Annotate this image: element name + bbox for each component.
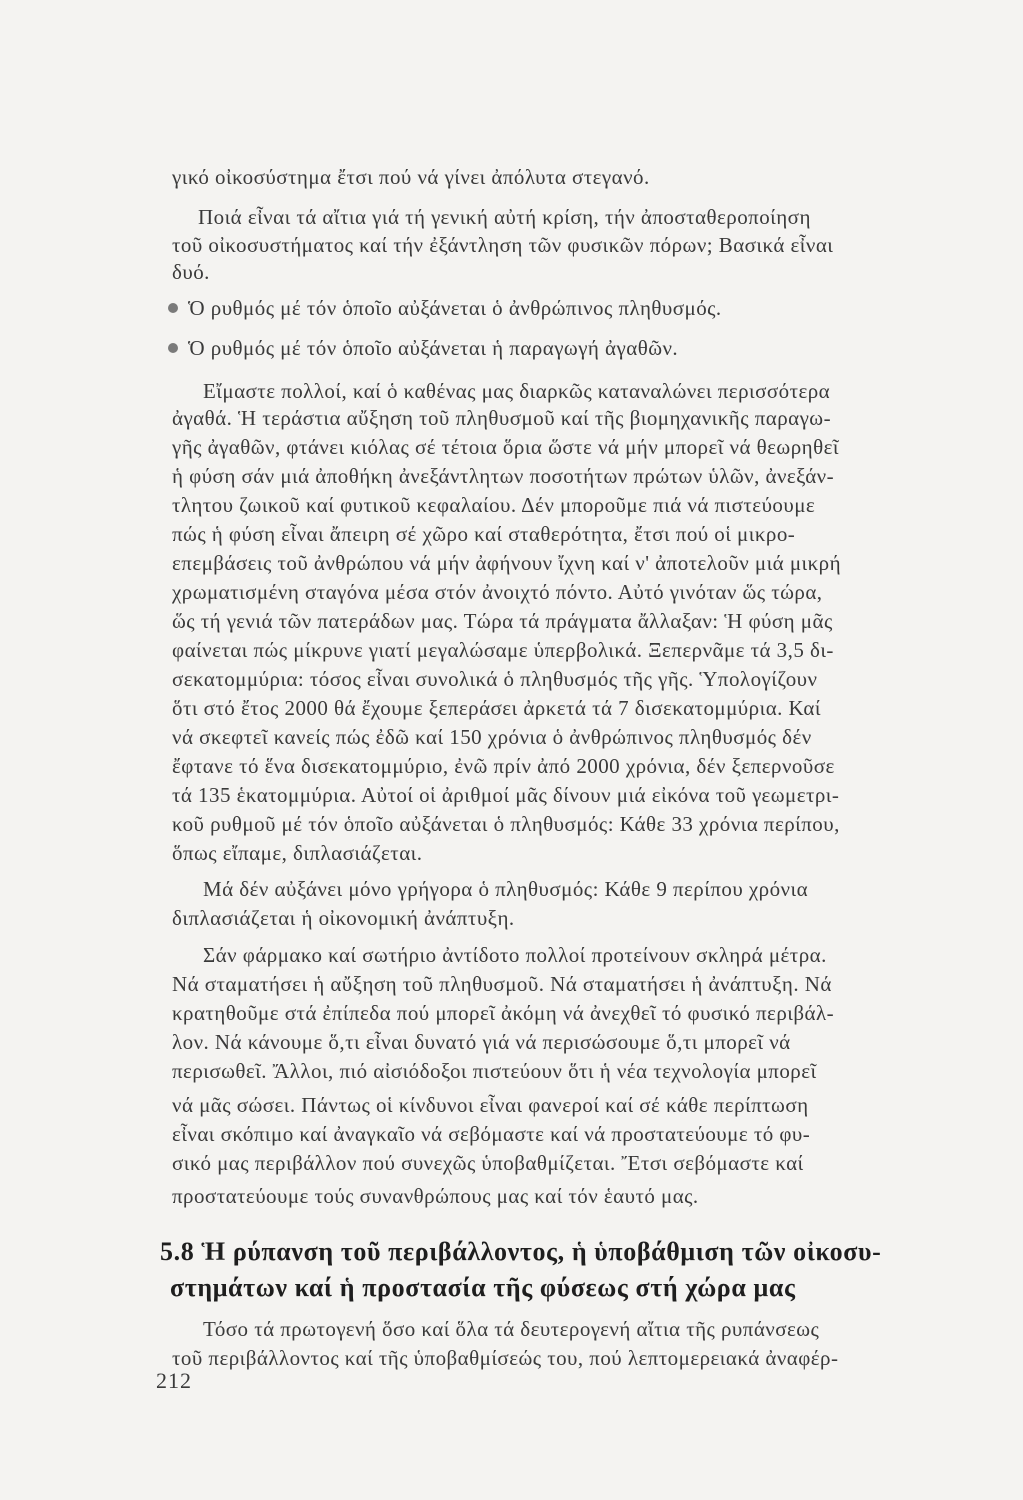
text-line: Σάν φάρμακο καί σωτήριο ἀντίδοτο πολλοί προτείνουν σκληρά μέτρα.	[203, 943, 827, 967]
text-line: κρατηθοῦμε στά ἐπίπεδα πού μπορεῖ ἀκόμη νά ἀνεχθεῖ τό φυσικό περιβάλ-	[172, 1001, 835, 1025]
text-line: ἔφτανε τό ἕνα δισεκατομμύριο, ἐνῶ πρίν ἀπό 2000 χρόνια, δέν ξεπερνοῦσε	[172, 754, 835, 778]
bullet-icon	[168, 343, 178, 353]
text-line: τά 135 ἑκατομμύρια. Αὐτοί οἱ ἀριθμοί μᾶς δίνουν μιά εἰκόνα τοῦ γεωμετρι-	[172, 783, 840, 807]
text-line: Τόσο τά πρωτογενή ὅσο καί ὅλα τά δευτερογενή αἴτια τῆς ρυπάνσεως	[203, 1317, 820, 1341]
text-line: γῆς ἀγαθῶν, φτάνει κιόλας σέ τέτοια ὅρια ὥστε νά μήν μπορεῖ νά θεωρηθεῖ	[172, 435, 839, 459]
text-line: σεκατομμύρια: τόσος εἶναι συνολικά ὁ πληθυσμός τῆς γῆς. Ὑπολογίζουν	[172, 667, 818, 691]
bullet-text: Ὁ ρυθμός μέ τόν ὁποῖο αὐξάνεται ὁ ἀνθρώπινος πληθυσμός.	[188, 296, 722, 320]
text-line: διπλασιάζεται ἡ οἰκονομική ἀνάπτυξη.	[172, 906, 515, 930]
text-line: τοῦ περιβάλλοντος καί τῆς ὑποβαθμίσεώς του, πού λεπτομερειακά ἀναφέρ-	[172, 1346, 839, 1370]
text-line: πώς ἡ φύση εἶναι ἄπειρη σέ χῶρο καί σταθερότητα, ἔτσι πού οἱ μικρο-	[172, 522, 796, 546]
text-line: προστατεύουμε τούς συνανθρώπους μας καί τόν ἑαυτό μας.	[172, 1184, 699, 1208]
text-line: τλητου ζωικοῦ καί φυτικοῦ κεφαλαίου. Δέν μποροῦμε πιά νά πιστεύουμε	[172, 493, 816, 517]
section-heading: 5.8 Ἡ ρύπανση τοῦ περιβάλλοντος, ἡ ὑποβάθμιση τῶν οἰκοσυ-	[160, 1237, 882, 1266]
text-line: περισωθεῖ. Ἄλλοι, πιό αἰσιόδοξοι πιστεύουν ὅτι ἡ νέα τεχνολογία μπορεῖ	[172, 1059, 817, 1083]
bullet-item	[188, 333, 678, 363]
text-line: Μά δέν αὐξάνει μόνο γρήγορα ὁ πληθυσμός: Κάθε 9 περίπου χρόνια	[203, 877, 809, 901]
text-line: Εἴμαστε πολλοί, καί ὁ καθένας μας διαρκῶς καταναλώνει περισσότερα	[203, 379, 831, 403]
text-line: Ποιά εἶναι τά αἴτια γιά τή γενική αὐτή κρίση, τήν ἀποσταθεροποίηση	[198, 205, 811, 229]
bullet-icon	[168, 303, 178, 313]
text-line: σικό μας περιβάλλον πού συνεχῶς ὑποβαθμίζεται. Ἔτσι σεβόμαστε καί	[172, 1151, 804, 1175]
text-line: γικό οἰκοσύστημα ἔτσι πού νά γίνει ἀπόλυτα στεγανό.	[172, 165, 650, 189]
text-line: φαίνεται πώς μίκρυνε γιατί μεγαλώσαμε ὑπερβολικά. Ξεπερνᾶμε τά 3,5 δι-	[172, 638, 834, 662]
text-line: επεμβάσεις τοῦ ἀνθρώπου νά μήν ἀφήνουν ἴχνη καί ν' ἀποτελοῦν μιά μικρή	[172, 551, 842, 575]
bullet-item	[188, 293, 722, 323]
section-heading: στημάτων καί ἡ προστασία τῆς φύσεως στή χώρα μας	[170, 1273, 796, 1302]
text-line: νά μᾶς σώσει. Πάντως οἱ κίνδυνοι εἶναι φανεροί καί σέ κάθε περίπτωση	[172, 1093, 809, 1117]
text-line: λον. Νά κάνουμε ὅ,τι εἶναι δυνατό γιά νά περισώσουμε ὅ,τι μπορεῖ νά	[172, 1030, 791, 1054]
text-line: δυό.	[172, 260, 210, 284]
bullet-text: Ὁ ρυθμός μέ τόν ὁποῖο αὐξάνεται ἡ παραγωγή ἀγαθῶν.	[188, 336, 679, 360]
text-line: κοῦ ρυθμοῦ μέ τόν ὁποῖο αὐξάνεται ὁ πληθυσμός: Κάθε 33 χρόνια περίπου,	[172, 812, 840, 836]
text-line: ὅτι στό ἔτος 2000 θά ἔχουμε ξεπεράσει ἀρκετά τά 7 δισεκατομμύρια. Καί	[172, 696, 821, 720]
text-line: ὅπως εἴπαμε, διπλασιάζεται.	[172, 841, 423, 865]
text-line: ἡ φύση σάν μιά ἀποθήκη ἀνεξάντλητων ποσοτήτων πρώτων ὑλῶν, ἀνεξάν-	[172, 464, 835, 488]
text-line: τοῦ οἰκοσυστήματος καί τήν ἐξάντληση τῶν φυσικῶν πόρων; Βασικά εἶναι	[172, 233, 834, 257]
page-number: 212	[156, 1368, 192, 1393]
text-line: χρωματισμένη σταγόνα μέσα στόν ἀνοιχτό πόντο. Αὐτό γινόταν ὥς τώρα,	[172, 580, 823, 604]
text-line: ὥς τή γενιά τῶν πατεράδων μας. Τώρα τά πράγματα ἄλλαξαν: Ἡ φύση μᾶς	[172, 609, 833, 633]
text-line: νά σκεφτεῖ κανείς πώς ἐδῶ καί 150 χρόνια ὁ ἀνθρώπινος πληθυσμός δέν	[172, 725, 812, 749]
text-line: ἀγαθά. Ἡ τεράστια αὔξηση τοῦ πληθυσμοῦ καί τῆς βιομηχανικῆς παραγω-	[172, 406, 832, 430]
text-line: Νά σταματήσει ἡ αὔξηση τοῦ πληθυσμοῦ. Νά σταματήσει ἡ ἀνάπτυξη. Νά	[172, 972, 832, 996]
text-line: εἶναι σκόπιμο καί ἀναγκαῖο νά σεβόμαστε καί νά προστατεύουμε τό φυ-	[172, 1122, 811, 1146]
